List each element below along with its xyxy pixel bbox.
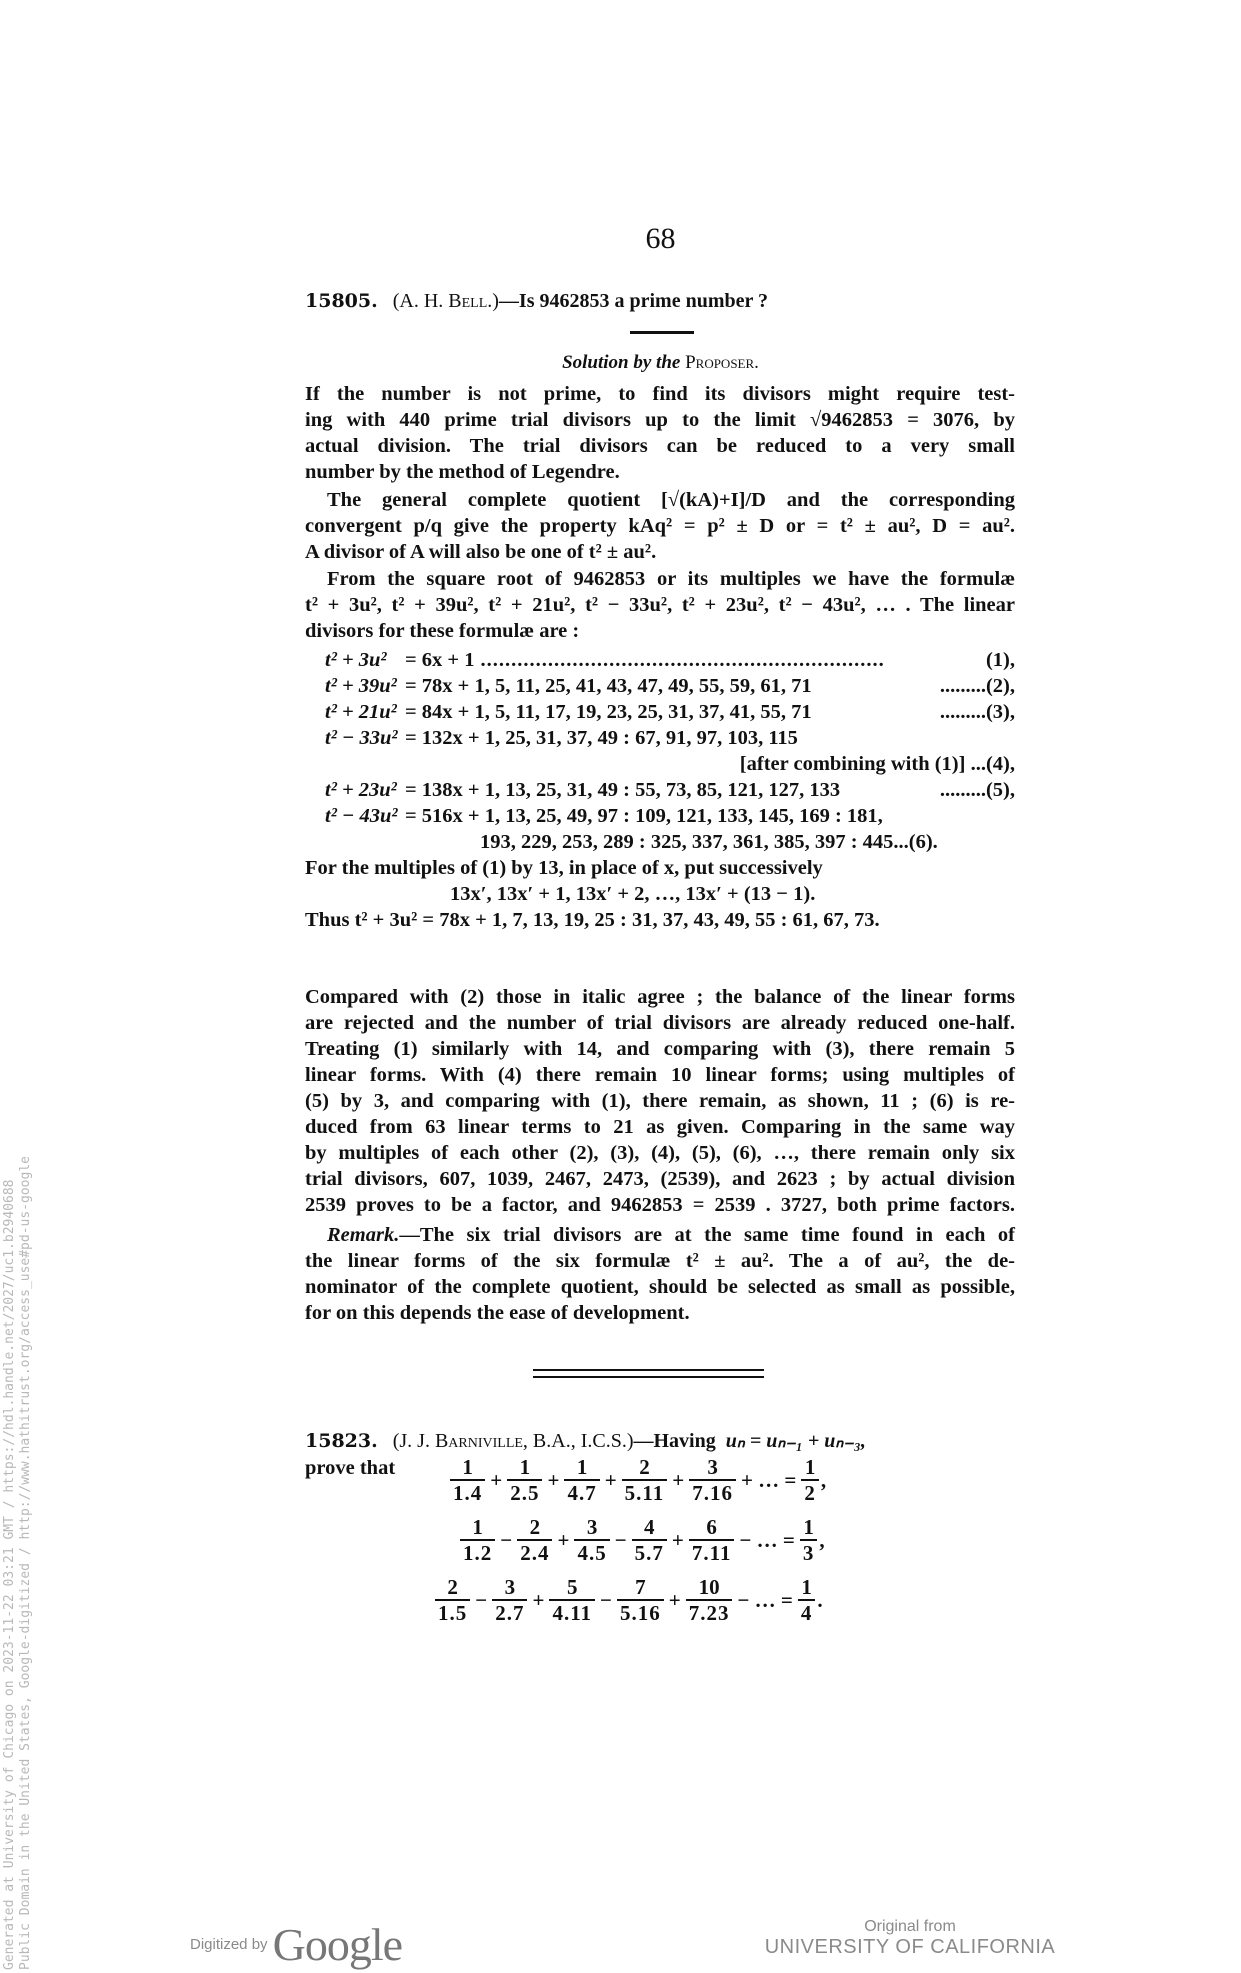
watermark-line-2: Public Domain in the United States, Google-digitized / http://www.hathitrust.org/access_use#pd-us-google [18, 1156, 33, 1970]
numerator: 3 [689, 1455, 736, 1481]
punctuation: , [820, 1467, 827, 1492]
formula-3 [325, 699, 1015, 725]
watermark-line-1: Generated at University of Chicago on 2023-11-22 03:21 GMT / https://hdl.handle.net/2027/uc1.b2940688 [2, 1179, 17, 1970]
operator: − [614, 1527, 627, 1552]
formula-6-continuation: 193, 229, 253, 289 : 325, 337, 361, 385, 397 : 445...(6). [480, 831, 938, 853]
problem-heading-15805 [305, 290, 1025, 313]
denominator: 2.5 [510, 1481, 540, 1505]
text-line: t² + 3u², t² + 39u², t² + 21u², t² − 33u², t² + 23u², t² − 43u², … . The linear [305, 594, 1015, 616]
operator: + [668, 1587, 681, 1612]
section-rule [630, 331, 694, 334]
fraction-term [435, 1575, 470, 1625]
formula-lhs: t² + 3u² [325, 649, 387, 671]
text-line: From the square root of 9462853 or its multiples we have the formulæ [327, 568, 1015, 590]
series-3 [433, 1575, 826, 1625]
denominator: 4 [800, 1601, 813, 1625]
formula-list [325, 647, 1015, 855]
problem-number: 15823. [305, 1430, 378, 1452]
denominator: 1.4 [453, 1481, 483, 1505]
fraction-term [632, 1515, 667, 1565]
numerator: 1 [798, 1575, 816, 1601]
denominator: 3 [802, 1541, 815, 1565]
paragraph-2 [305, 487, 1015, 565]
digitized-by-label: Digitized by [190, 1936, 268, 1953]
text-line: Compared with (2) those in italic agree ; the balance of the linear forms [305, 986, 1015, 1008]
text-line: For the multiples of (1) by 13, in place of x, put successively [305, 857, 823, 879]
operator: + [557, 1527, 570, 1552]
operator: − … = [737, 1587, 793, 1612]
text-line: ing with 440 prime trial divisors up to the limit √9462853 = 3076, by [305, 409, 1015, 431]
text-line: number by the method of Legendre. [305, 461, 620, 483]
operator: + … = [740, 1467, 797, 1492]
formula-rhs: = 6x + 1 [405, 649, 475, 671]
operator: + [547, 1467, 560, 1492]
denominator: 2.4 [520, 1541, 550, 1565]
denominator: 2.7 [495, 1601, 525, 1625]
digitized-by-google-logo [190, 1918, 402, 1971]
numerator: 1 [507, 1455, 542, 1481]
operator: + [672, 1467, 685, 1492]
text-line: divisors for these formulæ are : [305, 620, 580, 642]
prove-that-label: prove that [305, 1457, 396, 1479]
fraction-term [574, 1515, 609, 1565]
formula-tag: (2), [985, 675, 1015, 697]
formula-4 [325, 725, 1015, 751]
formula-6 [325, 803, 1015, 829]
problem-text: —Having [633, 1430, 716, 1452]
text-line: —The six trial divisors are at the same time found in each of [399, 1224, 1015, 1246]
fraction-term [460, 1515, 495, 1565]
operator: − [500, 1527, 513, 1552]
formula-tag: (5), [985, 779, 1015, 801]
text-line: linear forms. With (4) there remain 10 linear forms; using multiples of [305, 1064, 1015, 1086]
operator: + [604, 1467, 617, 1492]
formula-tag: (1), [985, 649, 1015, 671]
denominator: 4.7 [567, 1481, 597, 1505]
problem-question: —Is 9462853 a prime number ? [498, 290, 769, 312]
solution-author: Proposer. [685, 352, 759, 373]
punctuation: , [819, 1527, 825, 1552]
remark-block [305, 1222, 1015, 1326]
text-line: The general complete quotient [√(kA)+I]/D and the corresponding [327, 489, 1015, 511]
text-line: trial divisors, 607, 1039, 2467, 2473, (2539), and 2623 ; by actual division [305, 1168, 1015, 1190]
formula-rhs: = 78x + 1, 5, 11, 25, 41, 43, 47, 49, 55, 59, 61, 71 [405, 675, 812, 697]
formula-lhs: t² − 33u² [325, 727, 398, 749]
formula-lhs: t² + 21u² [325, 701, 397, 723]
double-rule-top [533, 1369, 764, 1371]
series-1 [448, 1455, 829, 1505]
fraction-term [450, 1455, 485, 1505]
text-line: Thus t² + 3u² = 78x + 1, 7, 13, 19, 25 : 31, 37, 43, 49, 55 : 61, 67, 73. [305, 909, 880, 931]
numerator: 7 [617, 1575, 664, 1601]
text-line: 2539 proves to be a factor, and 9462853 = 2539 . 3727, both prime factors. [305, 1194, 1015, 1216]
formula-rhs: = 132x + 1, 25, 31, 37, 49 : 67, 91, 97, 103, 115 [405, 727, 798, 749]
recurrence: uₙ = uₙ₋₁ + uₙ₋₃, [725, 1430, 866, 1452]
multiples-series: 13x′, 13x′ + 1, 13x′ + 2, …, 13x′ + (13 − 1). [450, 883, 816, 905]
text-line: (5) by 3, and comparing with (1), there remain, as shown, 11 ; (6) is re- [305, 1090, 1015, 1112]
formula-lhs: t² − 43u² [325, 805, 398, 827]
denominator: 1.2 [463, 1541, 493, 1565]
text-line: by multiples of each other (2), (3), (4), (5), (6), …, there remain only six [305, 1142, 1015, 1164]
numerator: 1 [800, 1515, 818, 1541]
text-line: are rejected and the number of trial divisors are already reduced one-half. [305, 1012, 1015, 1034]
operator: − [475, 1587, 488, 1612]
numerator: 5 [549, 1575, 595, 1601]
fraction-term [622, 1455, 668, 1505]
solution-label: Solution by the [562, 352, 681, 373]
numerator: 3 [492, 1575, 527, 1601]
fraction-result [800, 1515, 818, 1565]
operator: − [600, 1587, 612, 1612]
numerator: 4 [632, 1515, 667, 1541]
denominator: 4.5 [577, 1541, 607, 1565]
text-line: nominator of the complete quotient, should be selected as small as possible, [305, 1276, 1015, 1298]
formula-5 [325, 777, 1015, 803]
numerator: 10 [686, 1575, 733, 1601]
formula-leader: ......... [929, 701, 986, 723]
numerator: 1 [801, 1455, 819, 1481]
original-source [760, 1918, 1060, 1959]
formula-tag: (3), [985, 701, 1015, 723]
paragraph-1 [305, 381, 1015, 485]
text-line: convergent p/q give the property kAq² = p² ± D or = t² ± au², D = au². [305, 515, 1015, 537]
fraction-term [689, 1455, 736, 1505]
numerator: 1 [460, 1515, 495, 1541]
formula-rhs: = 516x + 1, 13, 25, 49, 97 : 109, 121, 133, 145, 169 : 181, [405, 805, 883, 827]
formula-rhs: = 84x + 1, 5, 11, 17, 19, 23, 25, 31, 37, 41, 55, 71 [405, 701, 812, 723]
problem-author: (J. J. Barniville, B.A., I.C.S.) [392, 1430, 634, 1452]
fraction-term [689, 1515, 735, 1565]
fraction-term [686, 1575, 733, 1625]
denominator: 5.11 [624, 1481, 665, 1505]
formula-lhs: t² + 39u² [325, 675, 397, 697]
denominator: 7.16 [692, 1481, 733, 1505]
denominator: 5.7 [634, 1541, 664, 1565]
formula-leader: ......... [929, 675, 986, 697]
denominator: 1.5 [438, 1601, 468, 1625]
side-watermark [2, 1156, 34, 1970]
fraction-result [801, 1455, 819, 1505]
fraction-term [617, 1575, 664, 1625]
denominator: 5.16 [620, 1601, 661, 1625]
text-line: Treating (1) similarly with 14, and comparing with (3), there remain 5 [305, 1038, 1015, 1060]
original-from-label: Original from [864, 1918, 956, 1935]
numerator: 2 [517, 1515, 552, 1541]
fraction-term [549, 1575, 595, 1625]
denominator: 7.23 [688, 1601, 730, 1625]
remark-label: Remark. [327, 1224, 400, 1246]
operator: − … = [739, 1527, 795, 1552]
formula-1 [325, 647, 1015, 673]
text-line: A divisor of A will also be one of t² ± au². [305, 541, 657, 563]
google-wordmark: Google [272, 1919, 403, 1970]
text-line: If the number is not prime, to find its divisors might require test- [305, 383, 1015, 405]
series-2 [458, 1515, 828, 1565]
institution-name: UNIVERSITY OF CALIFORNIA [764, 1936, 1056, 1958]
page-number: 68 [645, 222, 676, 255]
formula-leader: .................................................................. [480, 649, 885, 671]
numerator: 3 [574, 1515, 609, 1541]
operator: + [671, 1527, 684, 1552]
numerator: 1 [564, 1455, 599, 1481]
problem-author: (A. H. Bell.) [392, 290, 499, 312]
punctuation: . [817, 1587, 823, 1612]
numerator: 6 [689, 1515, 735, 1541]
fraction-term [507, 1455, 542, 1505]
denominator: 4.11 [552, 1601, 593, 1625]
numerator: 2 [622, 1455, 668, 1481]
denominator: 2 [804, 1481, 816, 1505]
text-line: duced from 63 linear terms to 21 as given. Comparing in the same way [305, 1116, 1015, 1138]
paragraph-4 [305, 984, 1015, 1218]
denominator: 7.11 [691, 1541, 732, 1565]
formula-rhs: = 138x + 1, 13, 25, 31, 49 : 55, 73, 85, 121, 127, 133 [405, 779, 841, 801]
operator: + [490, 1467, 503, 1492]
numerator: 1 [450, 1455, 485, 1481]
fraction-term [492, 1575, 527, 1625]
fraction-result [798, 1575, 816, 1625]
problem-heading-15823 [305, 1428, 1025, 1453]
text-line: the linear forms of the six formulæ t² ± au². The a of au², the de- [305, 1250, 1015, 1272]
fraction-term [564, 1455, 599, 1505]
formula-4-continuation: [after combining with (1)] ...(4), [739, 753, 1015, 775]
fraction-term [517, 1515, 552, 1565]
text-line: actual division. The trial divisors can be reduced to a very small [305, 435, 1015, 457]
remark-first-line [305, 1222, 1015, 1248]
solution-byline [0, 352, 1241, 374]
operator: + [532, 1587, 545, 1612]
problem-number: 15805. [305, 290, 378, 312]
formula-2 [325, 673, 1015, 699]
paragraph-3 [305, 566, 1015, 644]
text-line: for on this depends the ease of development. [305, 1302, 690, 1324]
numerator: 2 [435, 1575, 470, 1601]
formula-leader: ......... [939, 779, 986, 801]
formula-lhs: t² + 23u² [325, 779, 397, 801]
double-rule-bottom [533, 1376, 764, 1378]
multiples-block [305, 855, 1015, 933]
